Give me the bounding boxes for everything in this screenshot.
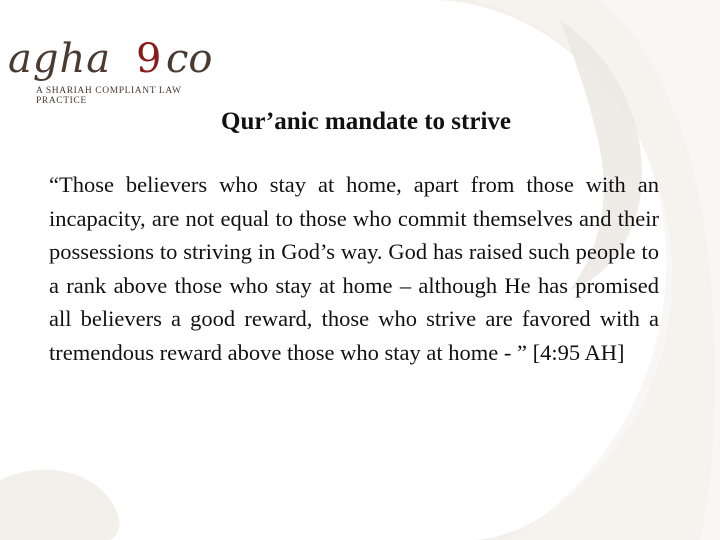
logo-mark: 9 [136, 36, 162, 82]
quote-body: “Those believers who stay at home, apart from those with an incapacity, are not equal to those who commit themselves and their possessions to striving in God’s way. God has raised such people to a rank above those who stay at home – although He has promised all believers a good reward, those who strive are favored with a tremendous reward above those who stay at home - ” [4:95 AH] [49, 172, 659, 365]
logo-wordmark-agha: agha [8, 36, 112, 82]
company-logo [8, 6, 228, 106]
logo-wordmark-co: co [166, 36, 213, 82]
slide-title: Qur’anic mandate to strive [221, 108, 511, 135]
logo-tagline: A SHARIAH COMPLIANT LAW PRACTICE [36, 86, 182, 106]
